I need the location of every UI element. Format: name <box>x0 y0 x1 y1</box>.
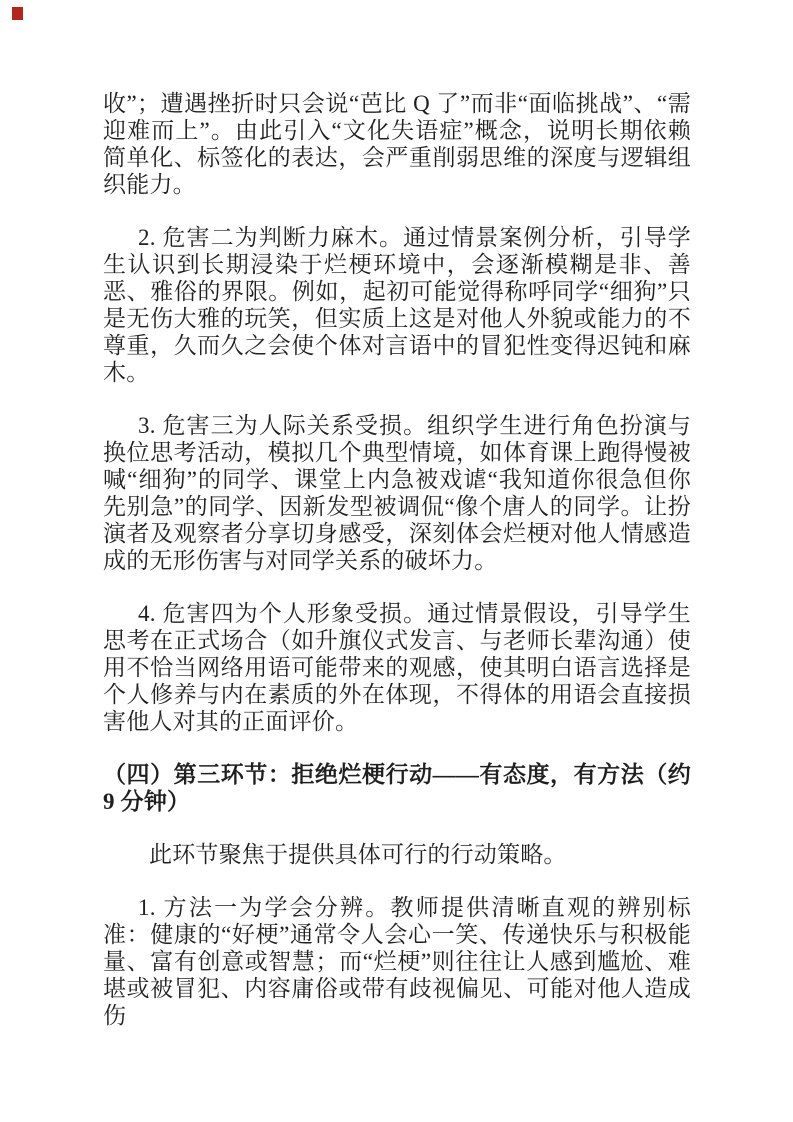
paragraph-step-three-intro: 此环节聚焦于提供具体可行的行动策略。 <box>149 842 567 867</box>
paragraph-culture-aphasia: 收”；遭遇挫折时只会说“芭比 Q 了”而非“面临挑战”、“需迎难而上”。由此引入“文化失语症”概念，说明长期依赖简单化、标签化的表达，会严重削弱思维的深度与逻辑组织能力。 <box>103 91 691 197</box>
paragraph-harm-4-personal-image: 4. 危害四为个人形象受损。通过情景假设，引导学生思考在正式场合（如升旗仪式发言、与老师长辈沟通）使用不恰当网络用语可能带来的观感，使其明白语言选择是个人修养与内在素质的外在体现，不得体的用语会直接损害他人对其的正面评价。 <box>103 601 691 734</box>
page-corner-marker <box>12 7 23 20</box>
section-heading-step-three: （四）第三环节：拒绝烂梗行动——有态度，有方法（约 9 分钟） <box>103 762 691 814</box>
paragraph-harm-2-judgment: 2. 危害二为判断力麻木。通过情景案例分析，引导学生认识到长期浸染于烂梗环境中，会逐渐模糊是非、善恶、雅俗的界限。例如，起初可能觉得称呼同学“细狗”只是无伤大雅的玩笑，但实质上这是对他人外貌或能力的不尊重，久而久之会使个体对言语中的冒犯性变得迟钝和麻木。 <box>103 225 691 385</box>
paragraph-harm-3-relationships: 3. 危害三为人际关系受损。组织学生进行角色扮演与换位思考活动，模拟几个典型情境，如体育课上跑得慢被喊“细狗”的同学、课堂上内急被戏谑“我知道你很急但你先别急”的同学、因新发型被调侃“像个唐人的同学。让扮演者及观察者分享切身感受，深刻体会烂梗对他人情感造成的无形伤害与对同学关系的破坏力。 <box>103 413 691 573</box>
paragraph-method-1-discern: 1. 方法一为学会分辨。教师提供清晰直观的辨别标准：健康的“好梗”通常令人会心一笑、传递快乐与积极能量、富有创意或智慧；而“烂梗”则往往让人感到尴尬、难堪或被冒犯、内容庸俗或带有歧视偏见、可能对他人造成伤 <box>103 895 691 1028</box>
document-content <box>103 90 691 1055</box>
